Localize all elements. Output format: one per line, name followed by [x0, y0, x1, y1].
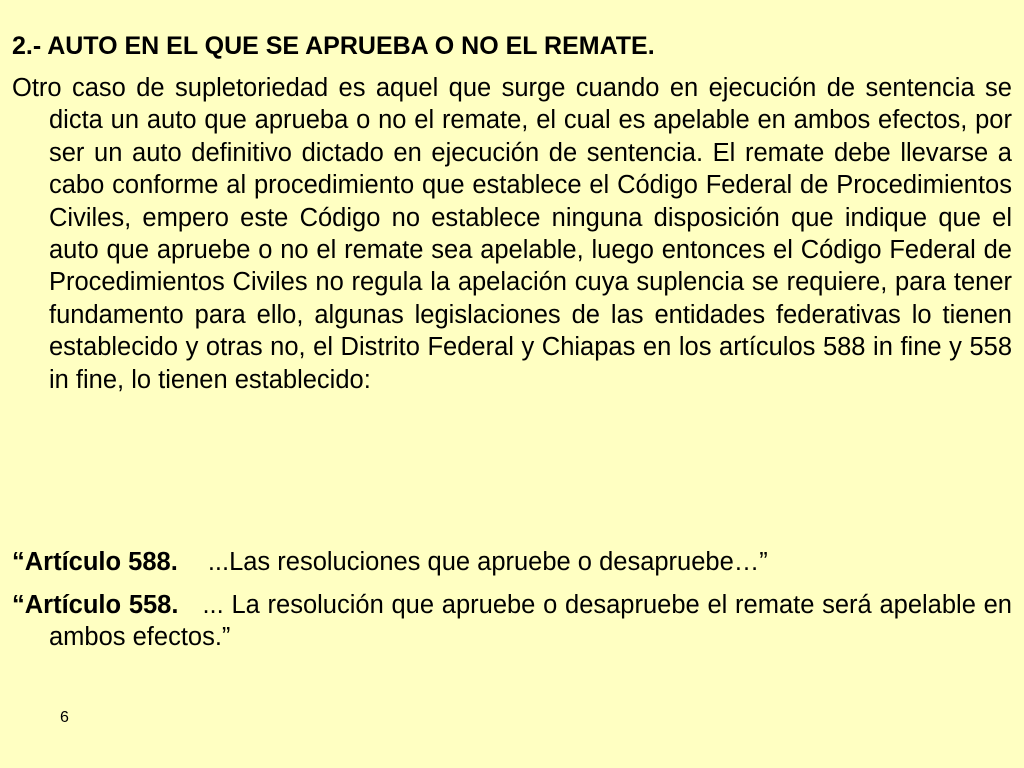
slide-heading: 2.- AUTO EN EL QUE SE APRUEBA O NO EL REMATE. — [12, 32, 655, 60]
article-558-label: “Artículo 558. — [12, 591, 179, 619]
article-558-text: ... La resolución que apruebe o desapruebe el remate será apelable en ambos efectos.” — [49, 591, 1012, 652]
body-paragraph: Otro caso de supletoriedad es aquel que surge cuando en ejecución de sentencia se dicta un auto que aprueba o no el remate, el cual es apelable en ambos efectos, por ser un auto definitivo dictado en ejecución de sentencia. El remate debe llevarse a cabo conforme al procedimiento que establece el Código Federal de Procedimientos Civiles, empero este Código no establece ninguna disposición que indique que el auto que apruebe o no el remate sea apelable, luego entonces el Código Federal de Procedimientos Civiles no regula la apelación cuya suplencia se requiere, para tener fundamento para ello, algunas legislaciones de las entidades federativas lo tienen establecido y otras no, el Distrito Federal y Chiapas en los artículos 588 in fine y 558 in fine, lo tienen establecido: — [12, 74, 1012, 394]
article-588-quote — [12, 546, 1012, 578]
page-number: 6 — [60, 709, 69, 726]
article-588-label: “Artículo 588. — [12, 548, 178, 576]
article-588-text: ...Las resoluciones que apruebe o desapruebe…” — [207, 548, 768, 576]
article-558-quote — [12, 589, 1012, 654]
